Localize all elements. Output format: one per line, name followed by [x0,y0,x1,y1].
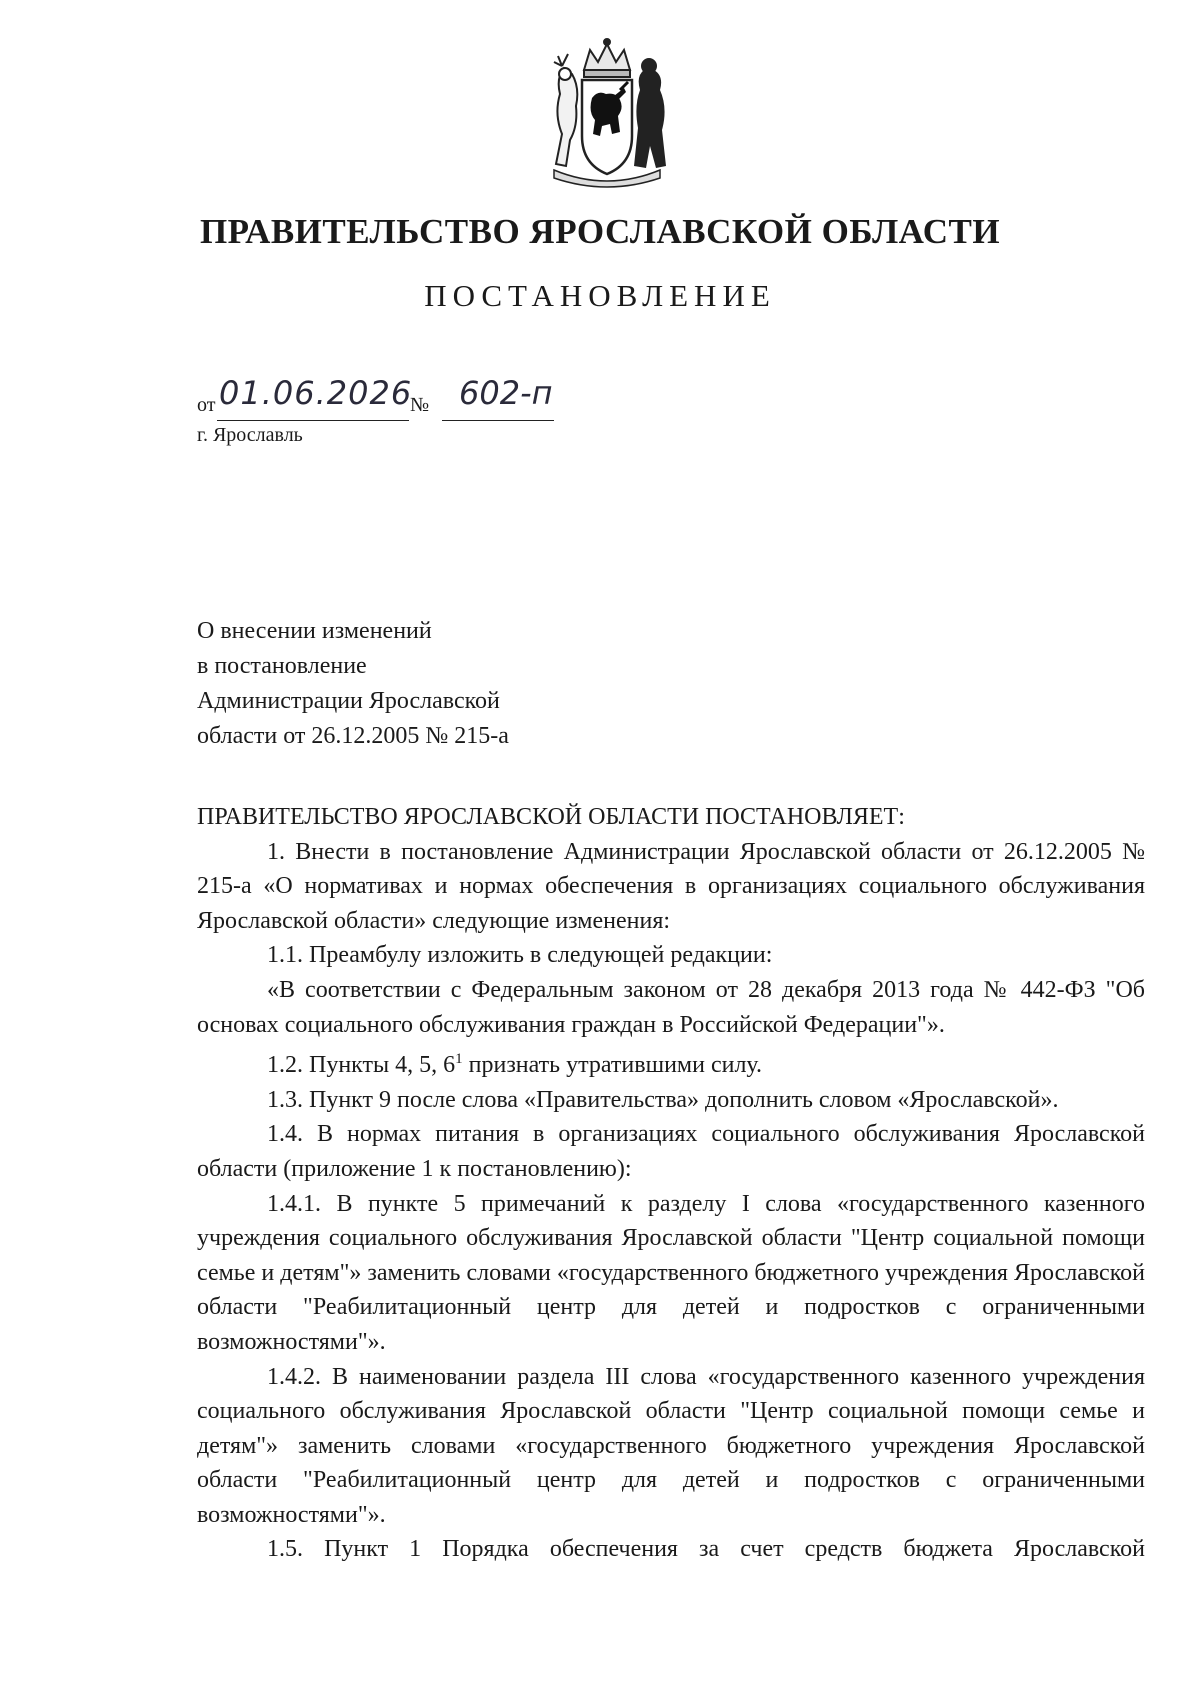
resolution-lead: ПРАВИТЕЛЬСТВО ЯРОСЛАВСКОЙ ОБЛАСТИ ПОСТАНОВЛЯЕТ: [197,804,905,830]
clause-1-2-superscript: 1 [455,1051,463,1068]
city: г. Ярославль [197,424,303,446]
date-underline [217,420,409,421]
clause-1-5: 1.5. Пункт 1 Порядка обеспечения за счет средств бюджета Ярославской [267,1536,1145,1563]
document-registration-line [197,374,577,424]
date-label: от [197,394,216,416]
clause-1-4: 1.4. В нормах питания в организациях социального обслуживания Ярославской области (приложение 1 к постановлению): [197,1121,1145,1182]
clause-1-4-2: 1.4.2. В наименовании раздела III слова «государственного казенного учреждения социального обслуживания Ярославской области "Центр социальной помощи семье и детям"» заменить словами «государственного бюджетного учреждения Ярославской области "Реабилитационный центр для детей и подростков с ограниченными возможностями"». [197,1363,1145,1528]
number-label: № [410,394,430,416]
clause-1-3: 1.3. Пункт 9 после слова «Правительства» дополнить словом «Ярославской». [267,1086,1059,1113]
document-type: ПОСТАНОВЛЕНИЕ [424,278,776,313]
document-body [197,800,1145,1567]
clause-1-1-quote: «В соответствии с Федеральным законом от 28 декабря 2013 года № 442-ФЗ "Об основах социального обслуживания граждан в Российской Федерации"». [197,976,1145,1038]
clause-1-4-1: 1.4.1. В пункте 5 примечаний к разделу I слова «государственного казенного учреждения социального обслуживания Ярославской области "Центр социальной помощи семье и детям"» заменить словами «государственного бюджетного учреждения Ярославской области "Реабилитационный центр для детей и подростков с ограниченными возможностями"». [197,1190,1145,1355]
coat-of-arms-icon [532,36,682,190]
number-underline [442,420,554,421]
document-subject [197,614,509,754]
clause-1: 1. Внести в постановление Администрации Ярославской области от 26.12.2005 № 215-а «О нормативах и нормах обеспечения в организациях социального обслуживания Ярославской области» следующие изменения: [197,838,1145,934]
subject-line: области от 26.12.2005 № 215-а [197,723,509,749]
document-date: 01.06.2026 [219,374,413,412]
subject-line: в постановление [197,653,367,679]
clause-1-2-start: 1.2. Пункты 4, 5, 6 [267,1052,456,1079]
subject-line: Администрации Ярославской [197,688,500,714]
organization-title: ПРАВИТЕЛЬСТВО ЯРОСЛАВСКОЙ ОБЛАСТИ [199,212,1001,251]
subject-line: О внесении изменений [197,618,432,644]
clause-1-2-end: признать утратившими силу. [462,1052,763,1079]
document-number: 602-п [459,374,553,412]
clause-1-1: 1.1. Преамбулу изложить в следующей редакции: [267,942,773,969]
clause-1-2 [197,1042,1145,1083]
